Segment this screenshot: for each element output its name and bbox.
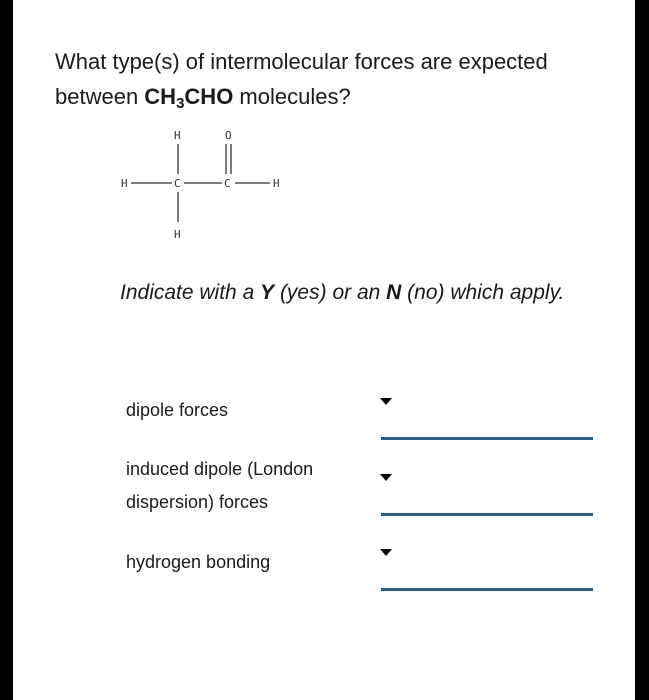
dropdown-dipole-forces[interactable] <box>380 398 593 440</box>
instruction-y: Y <box>260 281 275 304</box>
atom-o-top: O <box>225 129 232 142</box>
atom-h-top: H <box>174 129 181 142</box>
question-prefix: What type(s) of intermolecular forces are expected between <box>55 49 548 109</box>
lewis-structure-diagram <box>118 122 298 247</box>
chevron-down-icon[interactable] <box>380 549 392 556</box>
instruction-part3: (no) which apply. <box>401 281 565 304</box>
formula-part2: CHO <box>184 84 234 109</box>
atom-c2: C <box>224 177 231 190</box>
dropdown-underline <box>381 513 593 516</box>
question-panel <box>13 0 635 700</box>
instruction-n: N <box>386 281 402 304</box>
chevron-down-icon[interactable] <box>380 398 392 405</box>
dropdown-hydrogen-bonding[interactable] <box>380 549 593 591</box>
atom-c1: C <box>174 177 181 190</box>
question-suffix: molecules? <box>233 84 351 109</box>
row-label-induced-dipole-forces: induced dipole (London dispersion) forces <box>126 459 314 512</box>
question-text <box>55 44 615 114</box>
formula-part1: CH <box>144 84 177 109</box>
dropdown-underline <box>381 588 593 591</box>
instruction-part1: Indicate with a <box>120 281 261 304</box>
instruction-text <box>120 276 590 309</box>
row-label-dipole-forces: dipole forces <box>126 400 229 420</box>
formula-subscript: 3 <box>176 95 185 112</box>
atom-h-right: H <box>273 177 280 190</box>
chevron-down-icon[interactable] <box>380 474 392 481</box>
atom-h-left: H <box>121 177 128 190</box>
dropdown-underline <box>381 437 593 440</box>
row-label-hydrogen-bonding: hydrogen bonding <box>126 552 271 572</box>
dropdown-induced-dipole-forces[interactable] <box>380 474 593 516</box>
atom-h-bottom: H <box>174 228 181 241</box>
formula <box>144 84 234 112</box>
instruction-part2: (yes) or an <box>274 281 387 304</box>
